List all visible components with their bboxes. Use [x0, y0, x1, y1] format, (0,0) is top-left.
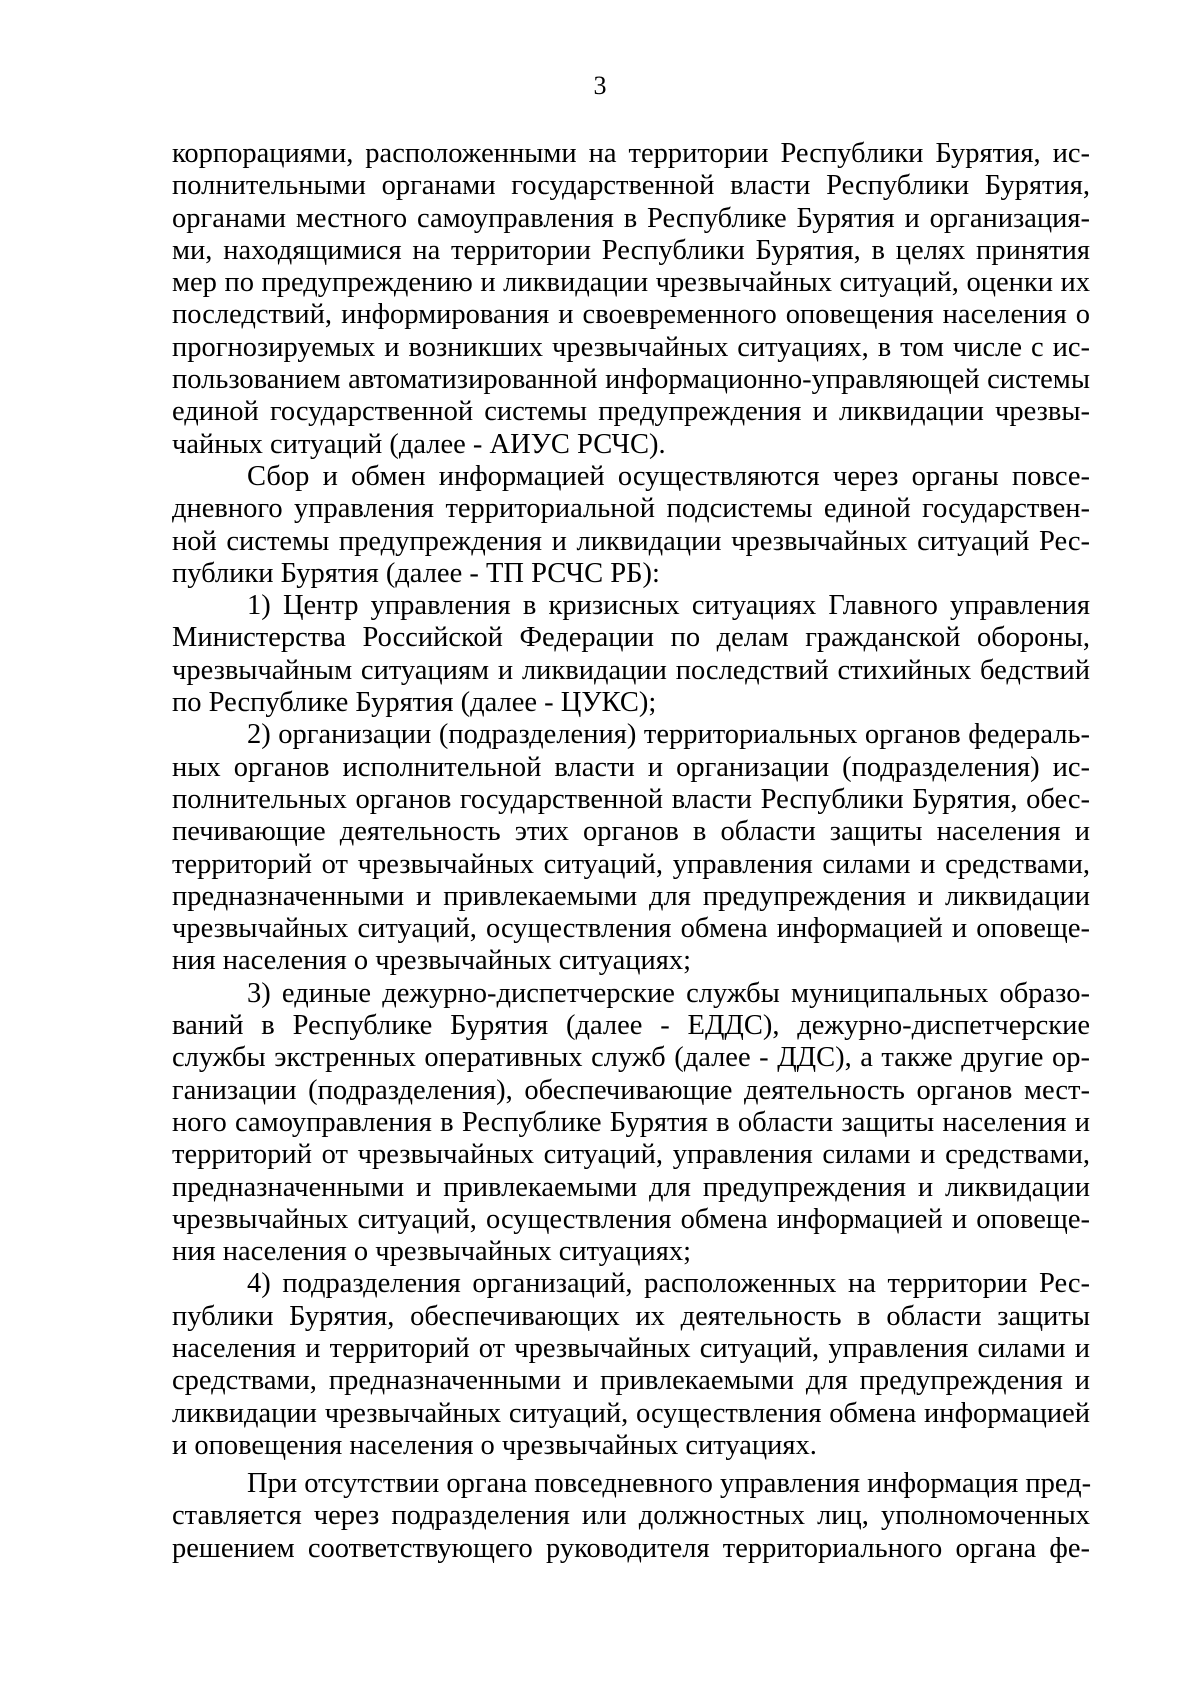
paragraph: [172, 138, 1090, 461]
text-line: ной системы предупреждения и ликвидации чрезвычайных ситуаций Рес-: [172, 525, 1090, 557]
document-body: [172, 138, 1090, 1565]
text-line: ставляется через подразделения или должностных лиц, уполномоченных: [172, 1500, 1090, 1532]
text-line: чрезвычайных ситуаций, осуществления обмена информацией и оповеще-: [172, 1203, 1090, 1235]
paragraph: [172, 719, 1090, 977]
text-line: полнительных органов государственной власти Республики Бурятия, обес-: [172, 783, 1090, 815]
text-line: чрезвычайным ситуациям и ликвидации последствий стихийных бедствий: [172, 654, 1090, 686]
text-line: ных органов исполнительной власти и организации (подразделения) ис-: [172, 751, 1090, 783]
text-line: ликвидации чрезвычайных ситуаций, осуществления обмена информацией: [172, 1397, 1090, 1429]
text-line: полнительными органами государственной власти Республики Бурятия,: [172, 170, 1090, 202]
text-line: публики Бурятия, обеспечивающих их деятельность в области защиты: [172, 1300, 1090, 1332]
text-line: печивающие деятельность этих органов в области защиты населения и: [172, 816, 1090, 848]
text-line: ния населения о чрезвычайных ситуациях;: [172, 945, 692, 977]
paragraph: [172, 1468, 1090, 1565]
text-line: по Республике Бурятия (далее - ЦУКС);: [172, 687, 657, 719]
text-line: корпорациями, расположенными на территории Республики Бурятия, ис-: [172, 138, 1090, 169]
paragraph: [172, 461, 1090, 590]
text-line: ми, находящимися на территории Республики Бурятия, в целях принятия: [172, 234, 1090, 266]
text-line: средствами, предназначенными и привлекаемыми для предупреждения и: [172, 1365, 1090, 1397]
text-line: 4) подразделения организаций, расположенных на территории Рес-: [247, 1268, 1090, 1300]
text-line: 2) организации (подразделения) территориальных органов федераль-: [247, 719, 1090, 751]
page-number: 3: [593, 71, 607, 100]
paragraph: [172, 1268, 1090, 1462]
text-line: чайных ситуаций (далее - АИУС РСЧС).: [172, 428, 666, 460]
text-line: службы экстренных оперативных служб (далее - ДДС), а также другие ор-: [172, 1042, 1090, 1074]
text-line: При отсутствии органа повседневного управления информация пред-: [247, 1468, 1092, 1500]
text-line: прогнозируемых и возникших чрезвычайных ситуациях, в том числе с ис-: [172, 331, 1090, 363]
text-line: территорий от чрезвычайных ситуаций, управления силами и средствами,: [172, 1139, 1090, 1171]
text-line: предназначенными и привлекаемыми для предупреждения и ликвидации: [172, 880, 1090, 912]
text-line: чрезвычайных ситуаций, осуществления обмена информацией и оповеще-: [172, 913, 1090, 945]
text-line: последствий, информирования и своевременного оповещения населения о: [172, 299, 1090, 331]
text-line: единой государственной системы предупреждения и ликвидации чрезвы-: [172, 396, 1090, 428]
text-line: Министерства Российской Федерации по делам гражданской обороны,: [172, 622, 1090, 654]
text-line: территорий от чрезвычайных ситуаций, управления силами и средствами,: [172, 848, 1090, 880]
text-line: органами местного самоуправления в Республике Бурятия и организация-: [172, 202, 1090, 234]
text-line: дневного управления территориальной подсистемы единой государствен-: [172, 493, 1090, 525]
text-line: населения и территорий от чрезвычайных ситуаций, управления силами и: [172, 1332, 1090, 1364]
text-line: пользованием автоматизированной информационно-управляющей системы: [172, 364, 1090, 396]
text-line: ния населения о чрезвычайных ситуациях;: [172, 1236, 692, 1268]
text-line: ного самоуправления в Республике Бурятия в области защиты населения и: [172, 1106, 1090, 1138]
text-line: предназначенными и привлекаемыми для предупреждения и ликвидации: [172, 1171, 1090, 1203]
text-line: мер по предупреждению и ликвидации чрезвычайных ситуаций, оценки их: [172, 267, 1090, 299]
paragraph: [172, 978, 1090, 1269]
text-line: и оповещения населения о чрезвычайных ситуациях.: [172, 1429, 817, 1461]
text-line: Сбор и обмен информацией осуществляются через органы повсе-: [247, 460, 1090, 492]
text-line: ваний в Республике Бурятия (далее - ЕДДС), дежурно-диспетчерские: [172, 1010, 1090, 1042]
text-line: решением соответствующего руководителя территориального органа фе-: [172, 1532, 1090, 1564]
paragraph: [172, 590, 1090, 719]
text-line: публики Бурятия (далее - ТП РСЧС РБ):: [172, 557, 660, 589]
text-line: ганизации (подразделения), обеспечивающие деятельность органов мест-: [172, 1074, 1090, 1106]
text-line: 3) единые дежурно-диспетчерские службы муниципальных образо-: [247, 977, 1090, 1009]
text-line: 1) Центр управления в кризисных ситуациях Главного управления: [247, 590, 1090, 622]
